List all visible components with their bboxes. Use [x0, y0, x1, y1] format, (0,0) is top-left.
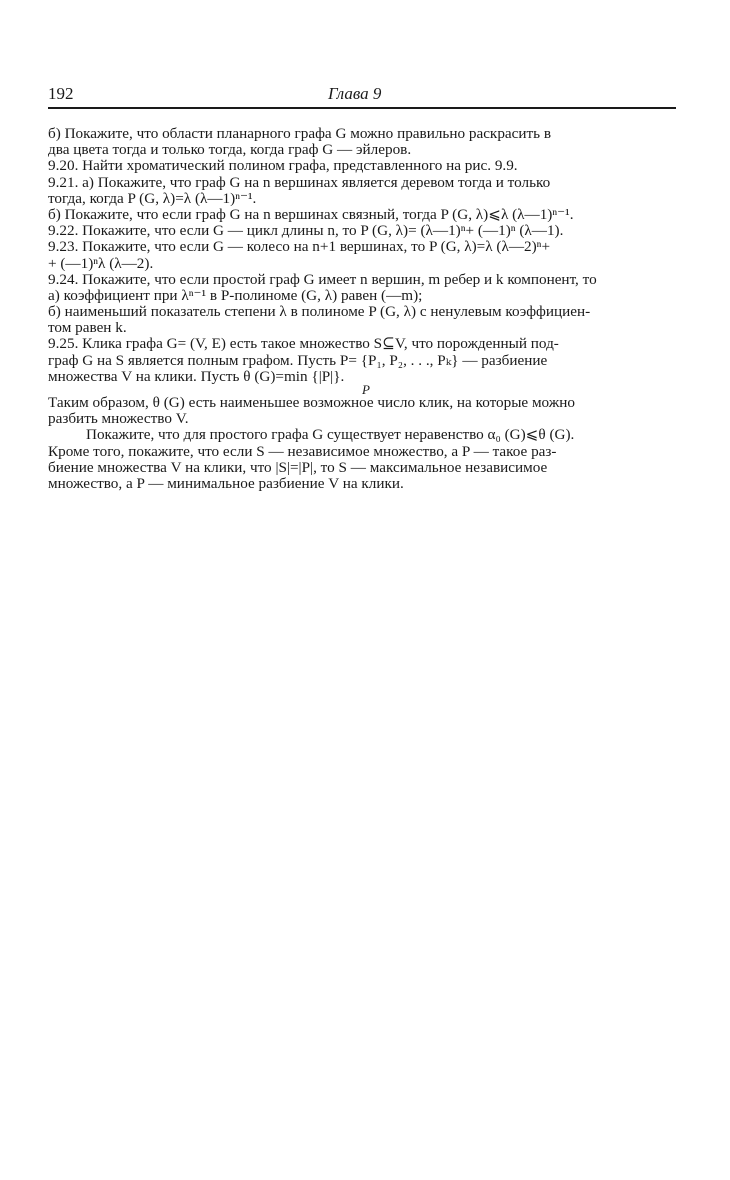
text-line: Покажите, что для простого графа G существует неравенство α₀ (G)⩽θ (G).	[86, 427, 575, 444]
text-line: множество, а P — минимальное разбиение V на клики.	[48, 475, 404, 492]
text-line: Таким образом, θ (G) есть наименьшее возможное число клик, на которые можно	[48, 395, 575, 411]
text-line: множества V на клики. Пусть θ (G)=min {|P|}.	[48, 368, 345, 385]
running-head: Глава 9	[328, 84, 382, 103]
text-line: + (—1)ⁿλ (λ—2).	[48, 255, 154, 272]
text-line: том равен k.	[48, 320, 127, 337]
text-line: биение множества V на клики, что |S|=|P|, то S — максимальное независимое	[48, 459, 548, 476]
header-rule	[48, 107, 676, 109]
text-line: 9.21. а) Покажите, что граф G на n вершинах является деревом тогда и только	[48, 174, 551, 191]
page-body	[48, 126, 676, 492]
text-line: два цвета тогда и только тогда, когда граф G — эйлеров.	[48, 142, 412, 159]
text-line: 9.23. Покажите, что если G — колесо на n+1 вершинах, то P (G, λ)=λ (λ—2)ⁿ+	[48, 239, 551, 256]
text-line: а) коэффициент при λⁿ⁻¹ в P-полиноме (G, λ) равен (—m);	[48, 287, 423, 304]
text-line: тогда, когда P (G, λ)=λ (λ—1)ⁿ⁻¹.	[48, 190, 257, 207]
page-header	[48, 84, 676, 106]
text-line: 9.24. Покажите, что если простой граф G имеет n вершин, m ребер и k компонент, то	[48, 271, 597, 288]
min-subscript: P	[362, 385, 370, 395]
text-line: 9.20. Найти хроматический полином графа, представленного на рис. 9.9.	[48, 158, 518, 175]
text-line: 9.25. Клика графа G= (V, E) есть такое множество S⊆V, что порожденный под-	[48, 336, 559, 353]
text-line: б) Покажите, что если граф G на n вершинах связный, тогда P (G, λ)⩽λ (λ—1)ⁿ⁻¹.	[48, 206, 574, 223]
page-number: 192	[48, 84, 74, 103]
text-line: Кроме того, покажите, что если S — независимое множество, а P — такое раз-	[48, 443, 557, 460]
text-line: граф G на S является полным графом. Пусть P= {P₁, P₂, . . ., Pₖ} — разбиение	[48, 352, 548, 369]
text-line: б) наименьший показатель степени λ в полиноме P (G, λ) с ненулевым коэффициен-	[48, 304, 591, 321]
text-line: 9.22. Покажите, что если G — цикл длины n, то P (G, λ)= (λ—1)ⁿ+ (—1)ⁿ (λ—1).	[48, 223, 564, 240]
text-line: разбить множество V.	[48, 411, 189, 428]
text-line: б) Покажите, что области планарного графа G можно правильно раскрасить в	[48, 126, 552, 142]
